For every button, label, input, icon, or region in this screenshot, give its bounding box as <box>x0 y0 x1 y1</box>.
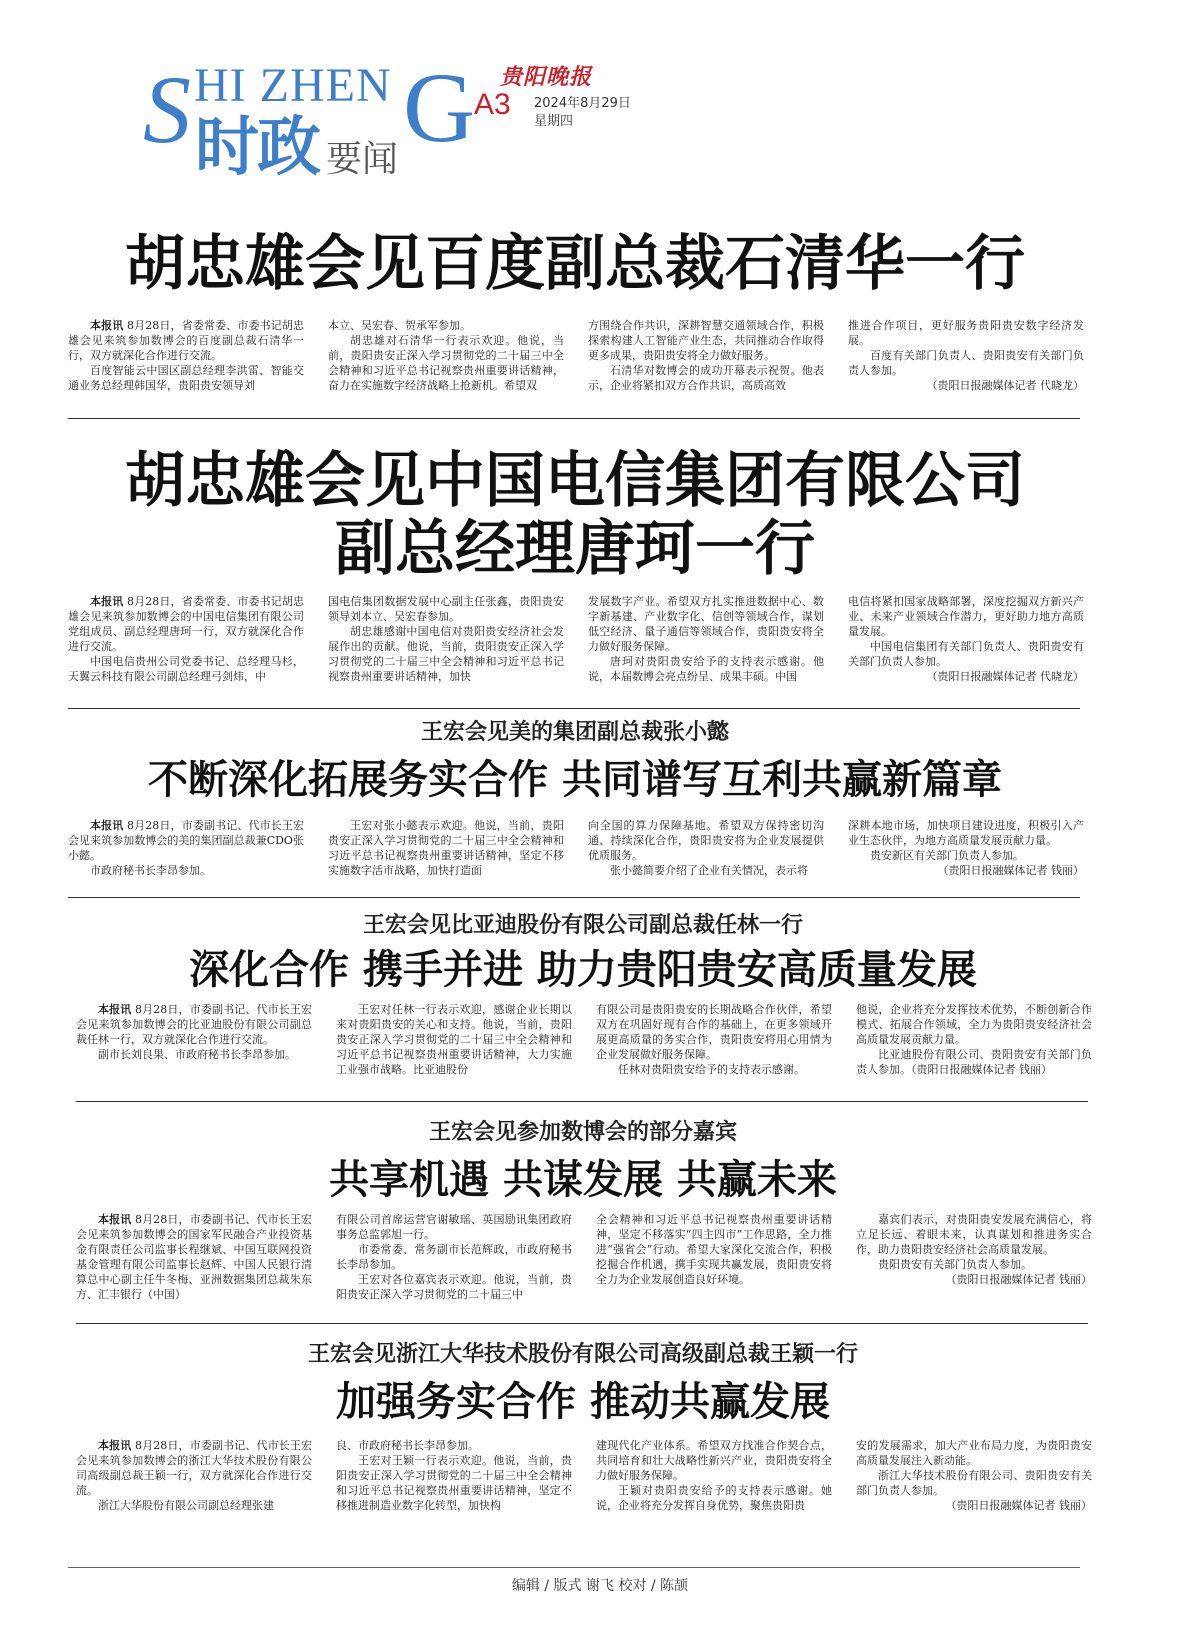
article-kicker: 王宏会见比亚迪股份有限公司副总裁任林一行 <box>362 913 803 938</box>
paragraph-text: 胡忠雄感谢中国电信对贵阳贵安经济社会发展作出的贡献。他说，当前，贵阳贵安正深入学习贯彻党的二十届三中全会精神和习近平总书记视察贵州重要讲话精神，加快 <box>328 625 564 683</box>
paragraph <box>596 1483 832 1513</box>
article-column <box>328 318 564 393</box>
section-title: 时政 <box>195 111 319 185</box>
article-body <box>68 594 1084 684</box>
paragraph-text: 8月28日，市委副书记、代市长王宏会见来筑参加数博会的浙江大华技术股份有限公司高级副总裁王颖一行，双方就深化合作进行交流。 <box>76 1439 313 1497</box>
dateline: 本报讯 <box>98 1003 132 1016</box>
masthead-letter-g: G <box>403 52 476 163</box>
paragraph <box>596 1438 832 1483</box>
article-body <box>68 318 1084 393</box>
paragraph <box>856 1002 1092 1047</box>
paragraph-text: 发展数字产业。希望双方扎实推进数据中心、数字新基建、产业数字化、信创等领域合作，谋划低空经济、量子通信等领域合作，贵阳贵安将全力做好服务保障。 <box>588 595 824 653</box>
paragraph <box>68 363 304 393</box>
section-divider <box>68 418 1080 419</box>
paragraph-text: 有限公司是贵阳贵安的长期战略合作伙伴，希望双方在巩固好现有合作的基础上，在更多领域开展更高质量的务实合作，贵阳贵安将用心用情为企业发展做好服务保障。 <box>596 1003 832 1061</box>
dateline: 本报讯 <box>90 595 124 608</box>
paragraph <box>328 333 564 393</box>
article-column <box>588 594 824 684</box>
paragraph <box>588 654 824 684</box>
paragraph <box>68 318 304 363</box>
article-column <box>588 318 824 393</box>
section-divider <box>76 1101 1088 1102</box>
paragraph-text: 贵安新区有关部门负责人参加。 <box>870 849 1024 862</box>
paragraph <box>856 1257 1092 1272</box>
paragraph <box>596 1212 832 1287</box>
paragraph-text: 石清华对数博会的成功开幕表示祝贺。他表示，企业将紧扣双方合作共识，高质高效 <box>588 364 824 392</box>
paragraph-text: 任林对贵阳贵安给予的支持表示感谢。 <box>618 1063 805 1076</box>
paragraph-text: 胡忠雄对石清华一行表示欢迎。他说，当前，贵阳贵安正深入学习贯彻党的二十届三中全会精神和习近平总书记视察贵州重要讲话精神，奋力在实施数字经济战略上抢新机。希望双 <box>328 334 564 392</box>
paragraph-text: 有限公司首席运营官谢敏瑶、英国励讯集团政府事务总监郭旭一行。 <box>336 1213 572 1241</box>
paragraph <box>68 863 304 878</box>
paragraph-text: 贵阳贵安有关部门负责人参加。 <box>878 1258 1032 1271</box>
paragraph <box>848 348 1084 378</box>
paragraph-text: 他说，企业将充分发挥技术优势，不断创新合作模式、拓展合作领域，全力为贵阳贵安经济社会高质量发展贡献力量。 <box>856 1003 1092 1046</box>
article-column <box>328 594 564 684</box>
paragraph-text: 中国电信集团有关部门负责人、贵阳贵安有关部门负责人参加。 <box>848 640 1084 668</box>
dateline: 本报讯 <box>90 819 124 832</box>
paragraph <box>848 639 1084 669</box>
paragraph-text: 中国电信贵州公司党委书记、总经理马杉，天翼云科技有限公司副总经理弓剑炜，中 <box>68 655 304 683</box>
article-headline: 胡忠雄会见百度副总裁石清华一行 <box>125 229 1025 299</box>
reporter-credit <box>848 669 1084 684</box>
paragraph <box>856 1212 1092 1257</box>
paragraph-text: 浙江大华技术股份有限公司、贵阳贵安有关部门负责人参加。 <box>856 1469 1092 1497</box>
masthead-latin: HI ZHEN <box>194 59 392 112</box>
article-column <box>336 1438 572 1513</box>
paragraph-text: 市政府秘书长李昂参加。 <box>90 864 211 877</box>
article-column <box>856 1002 1092 1077</box>
paragraph <box>588 363 824 393</box>
article-headline: 胡忠雄会见中国电信集团有限公司 <box>125 446 1025 516</box>
paragraph-text: 百度有关部门负责人、贵阳贵安有关部门负责人参加。 <box>848 349 1084 377</box>
paragraph <box>68 594 304 654</box>
article-headline: 深化合作 携手并进 助力贵阳贵安高质量发展 <box>189 947 977 993</box>
paragraph-text: 良、市政府秘书长李昂参加。 <box>336 1439 479 1452</box>
paragraph <box>336 1002 572 1077</box>
article-column <box>596 1002 832 1077</box>
editor-credits: 编辑 / 版式 谢飞 校对 / 陈颉 <box>511 1578 689 1594</box>
paragraph <box>336 1272 572 1302</box>
issue-date: 2024年8月29日 <box>534 96 631 111</box>
paragraph <box>588 318 824 363</box>
paragraph <box>596 1062 832 1077</box>
article-kicker: 王宏会见参加数博会的部分嘉宾 <box>428 1120 737 1145</box>
article-headline: 不断深化拓展务实合作 共同谱写互利共赢新篇章 <box>148 757 1002 803</box>
paragraph-text: 安的发展需求，加大产业布局力度，为贵阳贵安高质量发展注入新动能。 <box>856 1439 1092 1467</box>
paragraph-text: （贵阳日报融媒体记者 代晓龙） <box>926 670 1084 683</box>
reporter-credit <box>856 1498 1092 1513</box>
reporter-credit <box>856 1272 1092 1287</box>
paragraph-text: 8月28日，省委常委、市委书记胡忠雄会见来筑参加数博会的中国电信集团有限公司党组成员、副总经理唐珂一行，双方就深化合作进行交流。 <box>68 595 305 653</box>
paragraph <box>856 1047 1092 1077</box>
article-column <box>328 818 564 878</box>
paragraph <box>588 863 824 878</box>
paragraph-text: 王宏对任林一行表示欢迎，感谢企业长期以来对贵阳贵安的关心和支持。他说，当前，贵阳贵安正深入学习贯彻党的二十届三中全会精神和习近平总书记视察贵州重要讲话精神，大力实施工业强市战略。比亚迪股份 <box>336 1003 572 1076</box>
paragraph-text: 深耕本地市场，加快项目建设进度，积极引入产业生态伙伴，为地方高质量发展贡献力量。 <box>848 819 1084 847</box>
paragraph <box>588 594 824 654</box>
paragraph-text: 比亚迪股份有限公司、贵阳贵安有关部门负责人参加。（贵阳日报融媒体记者 钱丽） <box>856 1048 1092 1076</box>
masthead-letter-s: S <box>143 56 191 163</box>
paragraph <box>848 818 1084 848</box>
article-column <box>848 594 1084 684</box>
paragraph-text: 8月28日，省委常委、市委书记胡忠雄会见来筑参加数博会的百度副总裁石清华一行，双方就深化合作进行交流。 <box>68 319 305 362</box>
reporter-credit <box>848 378 1084 393</box>
article-column <box>76 1002 312 1077</box>
footer-divider <box>68 1567 1080 1568</box>
article-column <box>856 1212 1092 1302</box>
article-column <box>68 818 304 878</box>
article-column <box>336 1002 572 1077</box>
reporter-credit <box>848 863 1084 878</box>
paragraph <box>856 1468 1092 1498</box>
paragraph-text: 建现代化产业体系。希望双方找准合作契合点，共同培育和壮大战略性新兴产业，贵阳贵安将全力做好服务保障。 <box>596 1439 832 1482</box>
paragraph-text: 王宏对张小懿表示欢迎。他说，当前，贵阳贵安正深入学习贯彻党的二十届三中全会精神和习近平总书记视察贵州重要讲话精神，坚定不移实施数字活市战略，加快打造面 <box>328 819 564 877</box>
paragraph <box>856 1438 1092 1468</box>
section-divider <box>68 897 1080 898</box>
paragraph <box>336 1438 572 1453</box>
paragraph <box>336 1453 572 1513</box>
subsection-title: 要闻 <box>326 139 399 180</box>
section-divider <box>68 708 1080 709</box>
article-column <box>596 1438 832 1513</box>
paragraph <box>328 624 564 684</box>
article-body <box>68 818 1084 878</box>
paragraph <box>848 594 1084 639</box>
paragraph-text: 国电信集团数据发展中心副主任张鑫，贵阳贵安领导刘本立、吴宏春参加。 <box>328 595 564 623</box>
article-column <box>76 1212 312 1302</box>
section-divider <box>76 1323 1088 1324</box>
paragraph-text: 方围绕合作共识，深耕智慧交通领域合作，积极探索构建人工智能产业生态，共同推动合作取得更多成果，贵阳贵安将全力做好服务。 <box>588 319 824 362</box>
paragraph-text: （贵阳日报融媒体记者 代晓龙） <box>926 379 1084 392</box>
paragraph <box>328 594 564 624</box>
paragraph-text: （贵阳日报融媒体记者 钱丽） <box>945 1273 1092 1286</box>
dateline: 本报讯 <box>90 319 124 332</box>
dateline: 本报讯 <box>98 1213 132 1226</box>
paragraph-text: 百度智能云中国区副总经理李洪雷、智能交通业务总经理韩国华，贵阳贵安领导刘 <box>68 364 304 392</box>
article-body <box>76 1438 1092 1513</box>
page-number: A3 <box>474 88 511 121</box>
paragraph-text: 浙江大华股份有限公司副总经理张建 <box>98 1499 274 1512</box>
article-body <box>76 1212 1092 1302</box>
paragraph <box>68 654 304 684</box>
article-body <box>76 1002 1092 1077</box>
paragraph <box>848 848 1084 863</box>
paragraph-text: 向全国的算力保障基地。希望双方保持密切沟通、持续深化合作，贵阳贵安将为企业发展提供优质服务。 <box>588 819 824 862</box>
paragraph-text: 张小懿简要介绍了企业有关情况，表示将 <box>610 864 808 877</box>
paragraph <box>596 1002 832 1062</box>
paragraph <box>588 818 824 863</box>
dateline: 本报讯 <box>98 1439 132 1452</box>
paragraph <box>328 318 564 333</box>
article-headline: 加强务实合作 推动共赢发展 <box>336 1379 830 1425</box>
paragraph-text: （贵阳日报融媒体记者 钱丽） <box>945 1499 1092 1512</box>
paragraph-text: 8月28日，市委副书记、代市长王宏会见来筑参加数博会的比亚迪股份有限公司副总裁任林一行，双方就深化合作进行交流。 <box>76 1003 313 1046</box>
paragraph <box>68 818 304 863</box>
article-kicker: 王宏会见浙江大华技术股份有限公司高级副总裁王颖一行 <box>307 1342 858 1367</box>
article-column <box>336 1212 572 1302</box>
paragraph <box>76 1002 312 1047</box>
paragraph-text: 全会精神和习近平总书记视察贵州重要讲话精神，坚定不移落实“四主四市”工作思路，全力推进“强省会”行动。希望大家深化交流合作，积极挖掘合作机遇，携手实现共赢发展，贵阳贵安将全力为企业发展创造良好环境。 <box>596 1213 832 1286</box>
article-headline-line2: 副总经理唐珂一行 <box>335 514 815 584</box>
paragraph-text: 推进合作项目，更好服务贵阳贵安数字经济发展。 <box>848 319 1084 347</box>
article-column <box>68 594 304 684</box>
article-headline: 共享机遇 共谋发展 共赢未来 <box>329 1157 837 1203</box>
article-column <box>848 318 1084 393</box>
paragraph <box>76 1498 312 1513</box>
paragraph <box>336 1212 572 1242</box>
paragraph-text: 王宏对王颖一行表示欢迎。他说，当前，贵阳贵安正深入学习贯彻党的二十届三中全会精神和习近平总书记视察贵州重要讲话精神，坚定不移推进制造业数字化转型，加快构 <box>336 1454 572 1512</box>
article-column <box>588 818 824 878</box>
paragraph-text: 嘉宾们表示，对贵阳贵安发展充满信心，将立足长远、着眼未来，认真谋划和推进务实合作，助力贵阳贵安经济社会高质量发展。 <box>856 1213 1092 1256</box>
paragraph <box>76 1212 312 1302</box>
paragraph <box>336 1242 572 1272</box>
paper-logo: 贵阳晚报 <box>500 64 593 90</box>
paragraph-text: （贵阳日报融媒体记者 钱丽） <box>937 864 1084 877</box>
paragraph-text: 电信将紧扣国家战略部署，深度挖掘双方新兴产业、未来产业领域合作潜力，更好助力地方高质量发展。 <box>848 595 1084 638</box>
paragraph-text: 王宏对各位嘉宾表示欢迎。他说，当前，贵阳贵安正深入学习贯彻党的二十届三中 <box>336 1273 572 1301</box>
paragraph <box>76 1047 312 1062</box>
paragraph <box>328 818 564 878</box>
paragraph-text: 唐珂对贵阳贵安给予的支持表示感谢。他说，本届数博会亮点纷呈、成果丰硕。中国 <box>588 655 824 683</box>
issue-weekday: 星期四 <box>534 114 574 129</box>
article-column <box>596 1212 832 1302</box>
article-kicker: 王宏会见美的集团副总裁张小懿 <box>420 720 729 745</box>
paragraph-text: 8月28日，市委副书记、代市长王宏会见来筑参加数博会的美的集团副总裁兼CDO张小懿。 <box>68 819 305 862</box>
paragraph-text: 副市长刘良果、市政府秘书长李昂参加。 <box>98 1048 296 1061</box>
article-column <box>856 1438 1092 1513</box>
article-column <box>76 1438 312 1513</box>
article-column <box>848 818 1084 878</box>
paragraph-text: 本立、吴宏春、贺承军参加。 <box>328 319 471 332</box>
article-column <box>68 318 304 393</box>
paragraph-text: 8月28日，市委副书记、代市长王宏会见来筑参加数博会的国家军民融合产业投资基金有限责任公司监事长程继斌、中国互联网投资基金管理有限公司监事长赵辉、中国人民银行清算总中心副主任牛冬梅、亚洲数据集团总裁朱东方、汇丰银行（中国） <box>76 1213 313 1301</box>
paragraph-text: 市委常委、常务副市长范辉政，市政府秘书长李昂参加。 <box>336 1243 572 1271</box>
paragraph <box>76 1438 312 1498</box>
paragraph <box>848 318 1084 348</box>
paragraph-text: 王颖对贵阳贵安给予的支持表示感谢。她说，企业将充分发挥自身优势，聚焦贵阳贵 <box>596 1484 832 1512</box>
